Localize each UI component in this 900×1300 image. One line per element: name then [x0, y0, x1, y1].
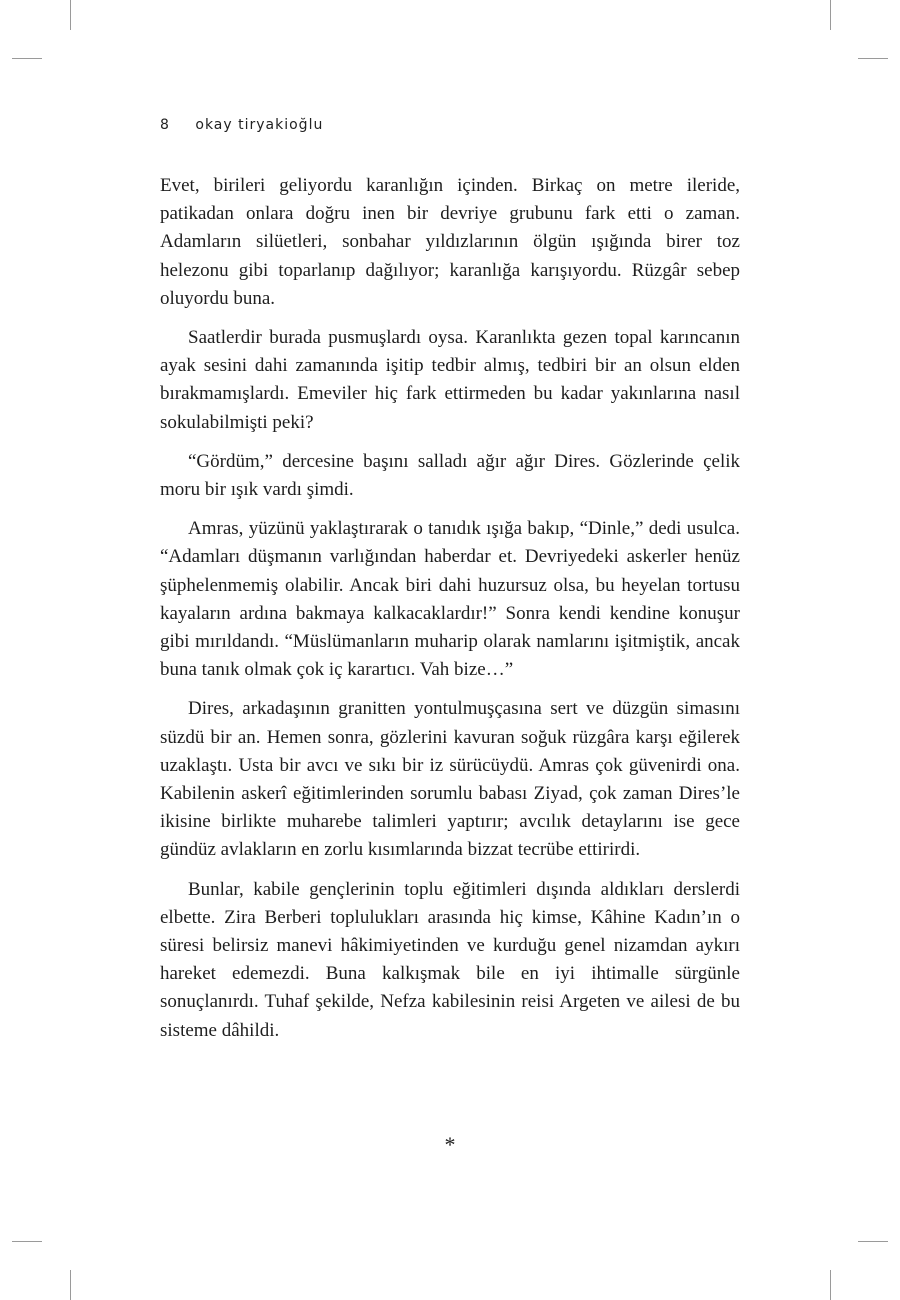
crop-mark-bottom-left-horizontal [12, 1241, 42, 1242]
paragraph: “Gördüm,” dercesine başını salladı ağır ağır Dires. Gözlerinde çelik moru bir ışık vardı şimdi. [160, 450, 740, 501]
crop-mark-top-left-vertical [70, 0, 71, 30]
crop-mark-top-right-vertical [830, 0, 831, 30]
paragraph: Dires, arkadaşının granitten yontulmuşçasına sert ve düzgün simasını süzdü bir an. Hemen sonra, gözlerini kavuran soğuk rüzgâra karşı eğilerek uzaklaştı. Usta bir avcı ve sıkı bir iz sürücüydü. Amras çok güvenirdi ona. Kabilenin askerî eğitimlerinden sorumlu babası Ziyad, çok zaman Dires’le ikisine birlikte muharebe talimleri yaptırır; avcılık detaylarını ise gece gündüz avlakların en zorlu kısımlarında bizzat tecrübe ettirirdi. [160, 698, 740, 861]
crop-mark-top-right-horizontal [858, 58, 888, 59]
page-number: 8 [160, 117, 170, 133]
paragraph: Saatlerdir burada pusmuşlardı oysa. Karanlıkta gezen topal karıncanın ayak sesini dahi zamanında işitip tedbir almış, tedbiri bir an olsun elden bırakmamışlardı. Emeviler hiç fark ettirmeden bu kadar yakınlarına nasıl sokulabilmişti peki? [160, 327, 740, 433]
author-name: okay tiryakioğlu [195, 117, 324, 133]
paragraph: Amras, yüzünü yaklaştırarak o tanıdık ışığa bakıp, “Dinle,” dedi usulca. “Adamları düşmanın varlığından haberdar et. Devriyedeki askerler henüz şüphelenmemiş olabilir. Ancak biri dahi huzursuz olsa, bu heyelan tortusu kayaların ardına bakmaya kalkacaklardır!” Sonra kendi kendine konuşur gibi mırıldandı. “Müslümanların muharip olarak namlarını işitmiştik, ancak buna tanık olmak çok iç karartıcı. Vah bize…” [160, 518, 740, 681]
paragraph: Evet, birileri geliyordu karanlığın içinden. Birkaç on metre ileride, patikadan onlara doğru inen bir devriye grubunu fark etti o zaman. Adamların silüetleri, sonbahar yıldızlarının ölgün ışığında birer toz helezonu gibi toparlanıp dağılıyor; karanlığa karışıyordu. Rüzgâr sebep oluyordu buna. [160, 175, 740, 309]
crop-mark-bottom-right-vertical [830, 1270, 831, 1300]
section-separator: * [444, 1132, 456, 1157]
body-text [160, 172, 740, 1056]
crop-mark-top-left-horizontal [12, 58, 42, 59]
crop-mark-bottom-right-horizontal [858, 1241, 888, 1242]
crop-mark-bottom-left-vertical [70, 1270, 71, 1300]
running-head [160, 117, 323, 133]
paragraph: Bunlar, kabile gençlerinin toplu eğitimleri dışında aldıkları derslerdi elbette. Zira Berberi toplulukları arasında hiç kimse, Kâhine Kadın’ın o süresi belirsiz manevi hâkimiyetinden ve kurduğu genel nizamdan aykırı hareket edemezdi. Buna kalkışmak bile en iyi ihtimalle sürgünle sonuçlanırdı. Tuhaf şekilde, Nefza kabilesinin reisi Argeten ve ailesi de bu sisteme dâhildi. [160, 878, 740, 1041]
